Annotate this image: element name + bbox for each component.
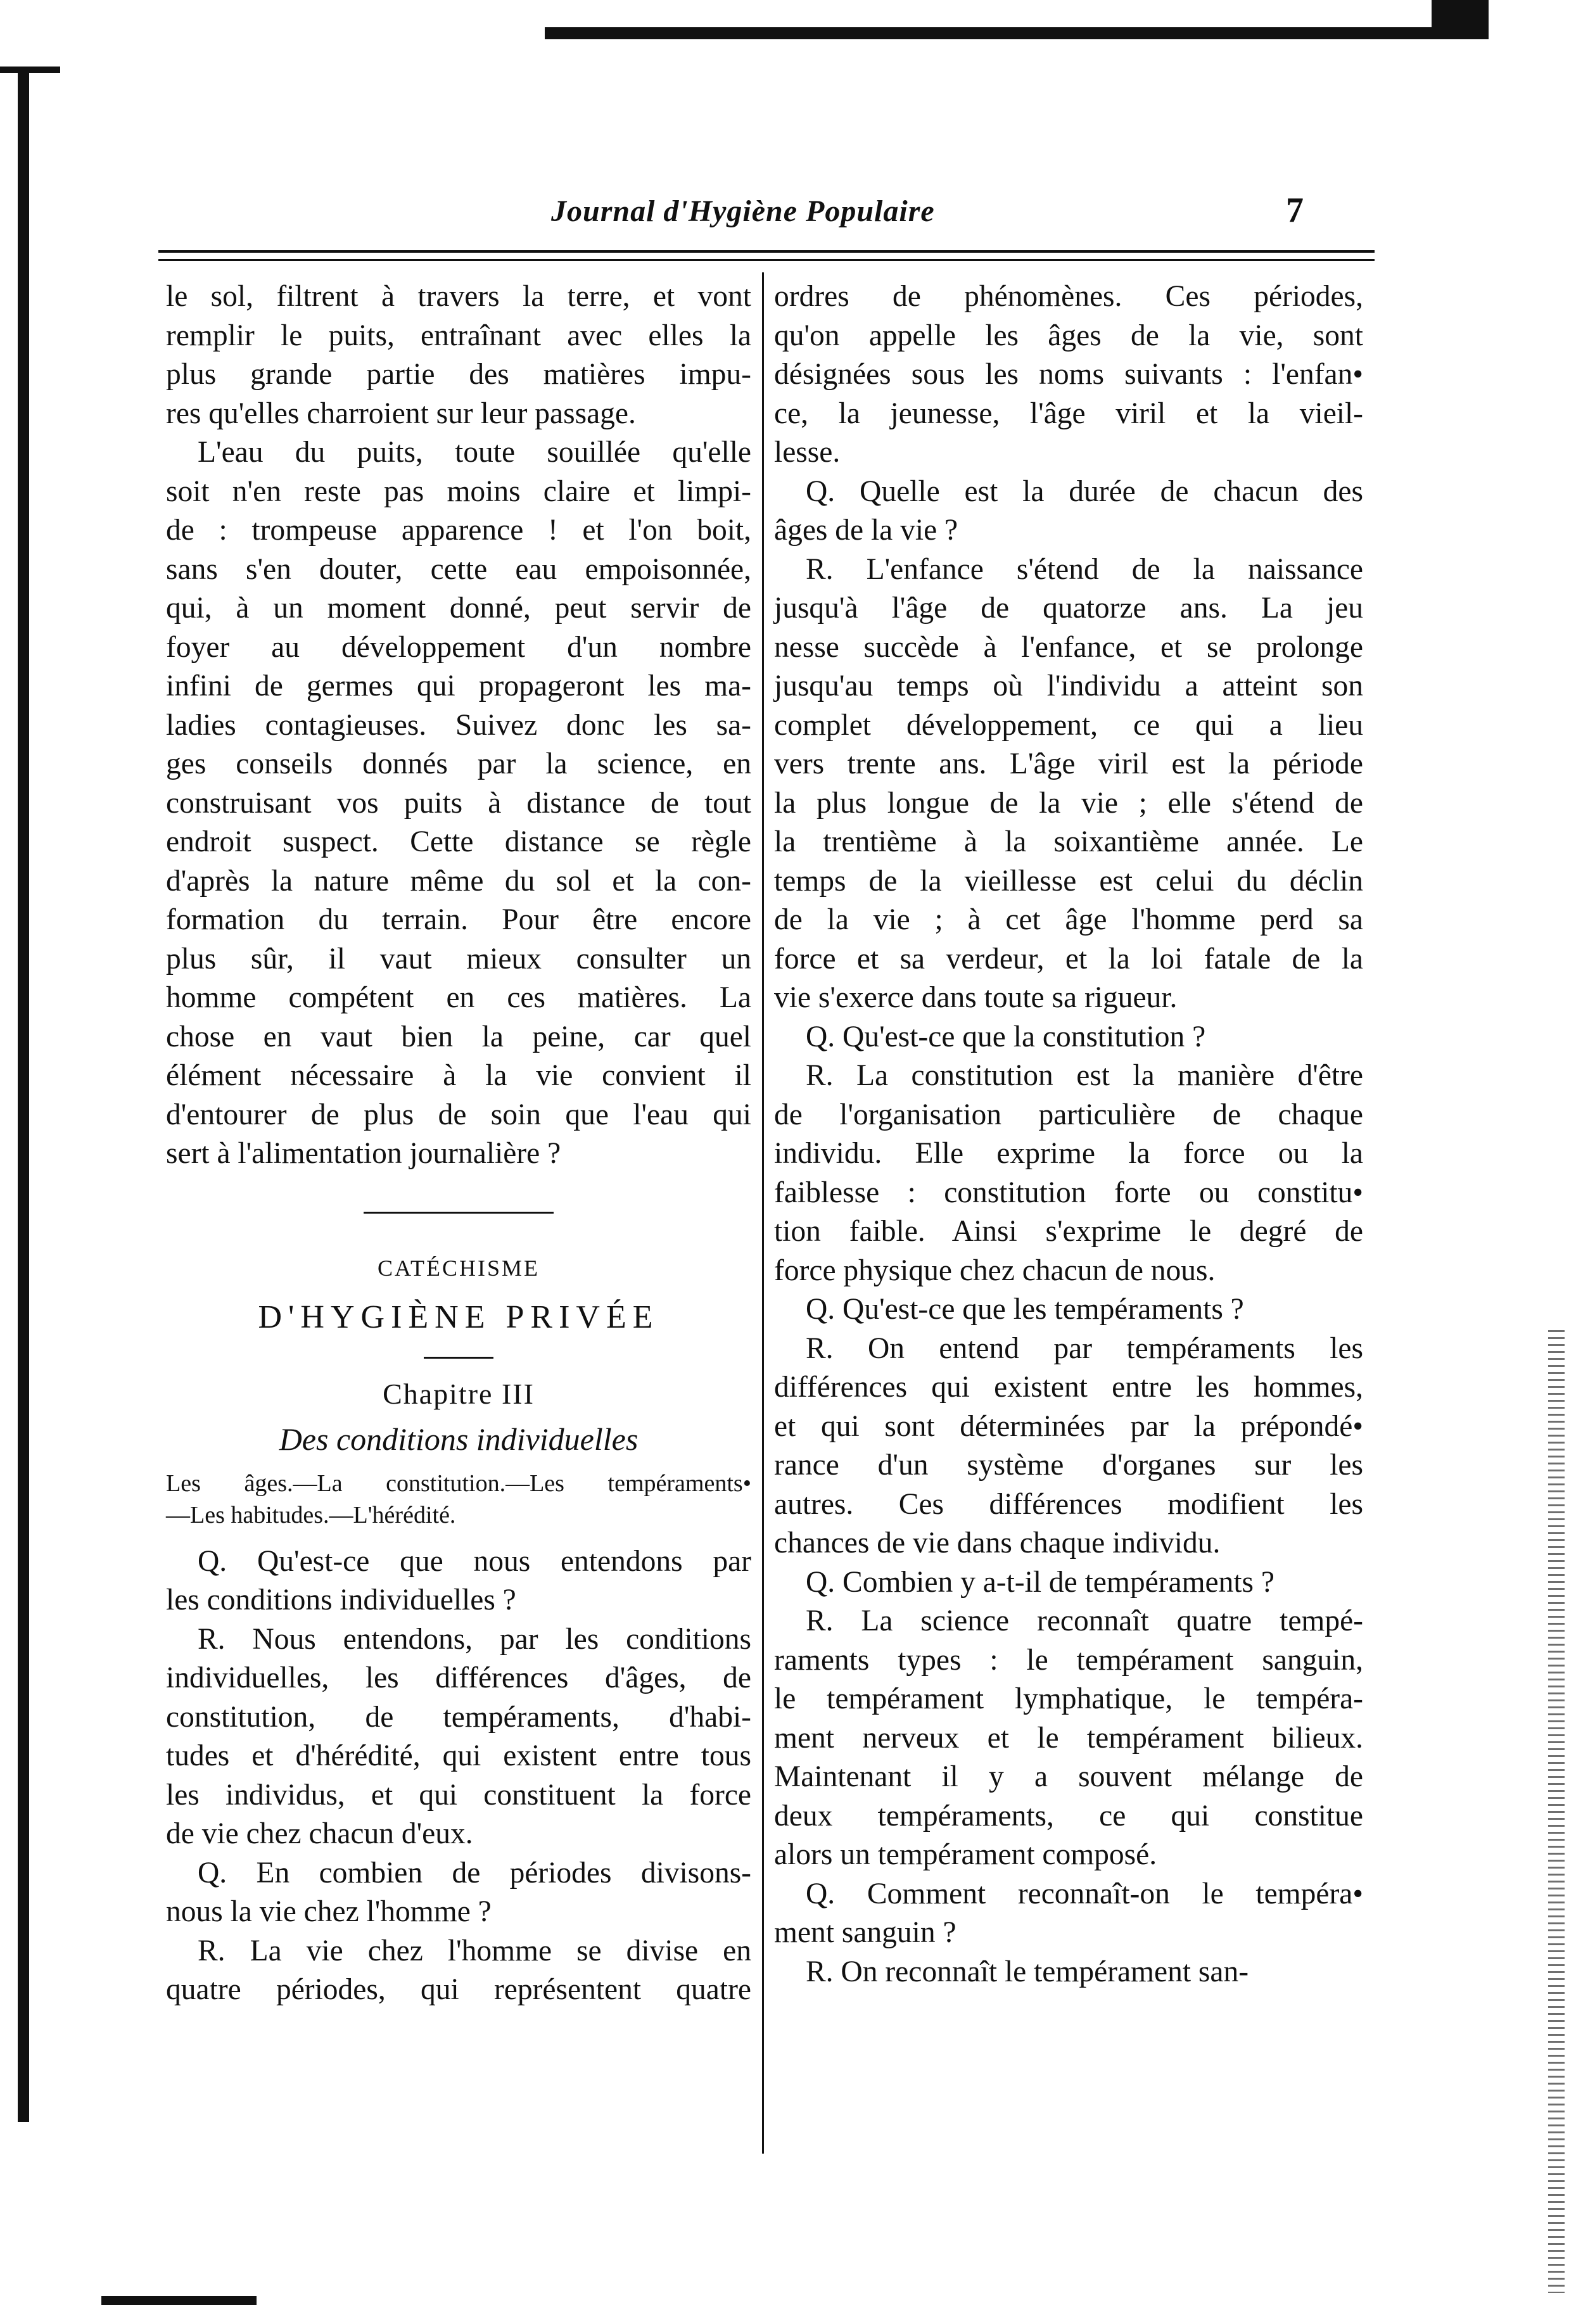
section-rule [364, 1212, 554, 1214]
text-line: ordres de phénomènes. Ces périodes, [774, 280, 1363, 313]
top-printed-rule [545, 13, 1482, 39]
text-line: formation du terrain. Pour être encore [166, 903, 751, 936]
text-line: Q. Qu'est-ce que la constitution ? [806, 1020, 1206, 1053]
summary-line: —Les habitudes.—L'hérédité. [166, 1501, 456, 1528]
text-line: deux tempéraments, ce qui constitue [774, 1799, 1363, 1832]
text-line: Q. Quelle est la durée de chacun des [806, 474, 1363, 508]
text-line: et qui sont déterminées par la prépondé• [774, 1409, 1363, 1443]
text-line: qui, à un moment donné, peut servir de [166, 592, 751, 625]
left-column-text-before [166, 277, 751, 1174]
text-line: ment sanguin ? [774, 1916, 956, 1949]
text-line: Q. En combien de périodes divisons- [198, 1856, 751, 1889]
text-line: ce, la jeunesse, l'âge viril et la vieil- [774, 397, 1363, 430]
text-line: rance d'un système d'organes sur les [774, 1449, 1363, 1482]
text-line: R. L'enfance s'étend de la naissance [806, 552, 1363, 586]
text-line: R. La science reconnaît quatre tempé- [806, 1604, 1363, 1637]
heading-rule [424, 1357, 493, 1359]
text-line: le tempérament lymphatique, le tempéra- [774, 1682, 1363, 1715]
binding-edge-top [0, 67, 60, 73]
text-line: L'eau du puits, toute souillée qu'elle [198, 436, 751, 469]
text-line: élément nécessaire à la vie convient il [166, 1059, 751, 1092]
left-column [166, 277, 751, 2010]
right-scan-edge [1548, 1330, 1565, 2293]
text-line: faiblesse : constitution forte ou constitu• [774, 1176, 1363, 1209]
chapter-summary [166, 1468, 751, 1531]
chapter-subtitle: Des conditions individuelles [279, 1421, 639, 1457]
text-line: tudes et d'hérédité, qui existent entre tous [166, 1739, 751, 1772]
text-line: temps de la vieillesse est celui du déclin [774, 864, 1363, 898]
text-line: vie s'exerce dans toute sa rigueur. [774, 981, 1178, 1014]
text-line: force et sa verdeur, et la loi fatale de la [774, 942, 1363, 975]
text-line: ladies contagieuses. Suivez donc les sa- [166, 708, 751, 742]
text-line: les conditions individuelles ? [166, 1584, 516, 1616]
text-line: chose en vaut bien la peine, car quel [166, 1020, 751, 1053]
left-column-text-after [166, 1542, 751, 2010]
text-line: la trentième à la soixantième année. Le [774, 825, 1363, 858]
text-line: individuelles, les différences d'âges, de [166, 1661, 751, 1694]
text-line: plus sûr, il vaut mieux consulter un [166, 942, 751, 975]
right-column [774, 277, 1363, 1991]
text-line: plus grande partie des matières impu- [166, 358, 751, 391]
text-line: nesse succède à l'enfance, et se prolonge [774, 630, 1363, 664]
text-line: R. On reconnaît le tempérament san- [806, 1955, 1249, 1988]
column-divider [762, 272, 764, 2154]
text-line: âges de la vie ? [774, 514, 958, 547]
chapter-heading: Chapitre III [383, 1377, 535, 1410]
journal-title: Journal d'Hygiène Populaire [551, 194, 935, 228]
text-line: Q. Comment reconnaît-on le tempéra• [806, 1877, 1363, 1910]
text-line: chances de vie dans chaque individu. [774, 1527, 1221, 1559]
text-line: homme compétent en ces matières. La [166, 981, 751, 1014]
text-line: d'entourer de plus de soin que l'eau qui [166, 1098, 751, 1131]
summary-line: Les âges.—La constitution.—Les tempéraments• [166, 1470, 751, 1497]
text-line: quatre périodes, qui représentent quatre [166, 1973, 751, 2006]
text-line: la plus longue de la vie ; elle s'étend de [774, 786, 1363, 820]
header-rule [158, 250, 1375, 261]
bottom-scan-mark [101, 2296, 257, 2305]
text-line: sans s'en douter, cette eau empoisonnée, [166, 552, 751, 586]
text-line: alors un tempérament composé. [774, 1838, 1157, 1871]
text-line: sert à l'alimentation journalière ? [166, 1137, 561, 1170]
text-line: foyer au développement d'un nombre [166, 630, 751, 664]
text-line: res qu'elles charroient sur leur passage. [166, 397, 636, 430]
text-line: ges conseils donnés par la science, en [166, 747, 751, 780]
text-line: individu. Elle exprime la force ou la [774, 1137, 1363, 1170]
text-line: différences qui existent entre les hommes, [774, 1371, 1363, 1404]
text-line: Q. Qu'est-ce que nous entendons par [198, 1544, 751, 1578]
text-line: remplir le puits, entraînant avec elles la [166, 319, 751, 352]
text-line: soit n'en reste pas moins claire et limpi- [166, 474, 751, 508]
text-line: le sol, filtrent à travers la terre, et vont [166, 280, 751, 313]
right-column-text [774, 277, 1363, 1991]
text-line: Q. Combien y a-t-il de tempéraments ? [806, 1565, 1274, 1599]
text-line: de la vie ; à cet âge l'homme perd sa [774, 903, 1363, 936]
text-line: raments types : le tempérament sanguin, [774, 1643, 1363, 1677]
text-line: construisant vos puits à distance de tout [166, 786, 751, 820]
text-line: constitution, de tempéraments, d'habi- [166, 1700, 751, 1734]
text-line: de l'organisation particulière de chaque [774, 1098, 1363, 1131]
text-line: infini de germes qui propageront les ma- [166, 670, 751, 702]
text-line: jusqu'à l'âge de quatorze ans. La jeu [774, 592, 1363, 625]
page-header [158, 190, 1375, 241]
text-line: R. La constitution est la manière d'être [806, 1059, 1363, 1092]
text-line: endroit suspect. Cette distance se règle [166, 825, 751, 858]
catechism-heading: CATÉCHISME [377, 1255, 540, 1281]
text-line: lesse. [774, 436, 841, 469]
top-printed-rule-end [1432, 0, 1489, 39]
text-line: nous la vie chez l'homme ? [166, 1895, 492, 1928]
text-line: d'après la nature même du sol et la con- [166, 864, 751, 898]
text-line: complet développement, ce qui a lieu [774, 708, 1363, 742]
text-line: tion faible. Ainsi s'exprime le degré de [774, 1215, 1363, 1248]
text-line: Q. Qu'est-ce que les tempéraments ? [806, 1293, 1244, 1326]
text-line: les individus, et qui constituent la force [166, 1778, 751, 1812]
text-line: de : trompeuse apparence ! et l'on boit, [166, 514, 751, 547]
text-line: R. On entend par tempéraments les [806, 1331, 1363, 1365]
text-line: autres. Ces différences modifient les [774, 1487, 1363, 1521]
page-number: 7 [1286, 191, 1304, 230]
text-line: vers trente ans. L'âge viril est la période [774, 747, 1363, 780]
text-line: de vie chez chacun d'eux. [166, 1817, 473, 1850]
hygiene-heading: D'HYGIÈNE PRIVÉE [258, 1299, 659, 1335]
text-line: qu'on appelle les âges de la vie, sont [774, 319, 1363, 352]
text-line: Maintenant il y a souvent mélange de [774, 1760, 1363, 1793]
text-line: R. La vie chez l'homme se divise en [198, 1934, 751, 1967]
text-line: désignées sous les noms suivants : l'enfan• [774, 358, 1363, 391]
binding-edge [18, 70, 29, 2122]
text-line: R. Nous entendons, par les conditions [198, 1622, 751, 1656]
text-line: force physique chez chacun de nous. [774, 1254, 1216, 1287]
text-line: jusqu'au temps où l'individu a atteint son [774, 670, 1363, 702]
text-line: ment nerveux et le tempérament bilieux. [774, 1721, 1363, 1755]
